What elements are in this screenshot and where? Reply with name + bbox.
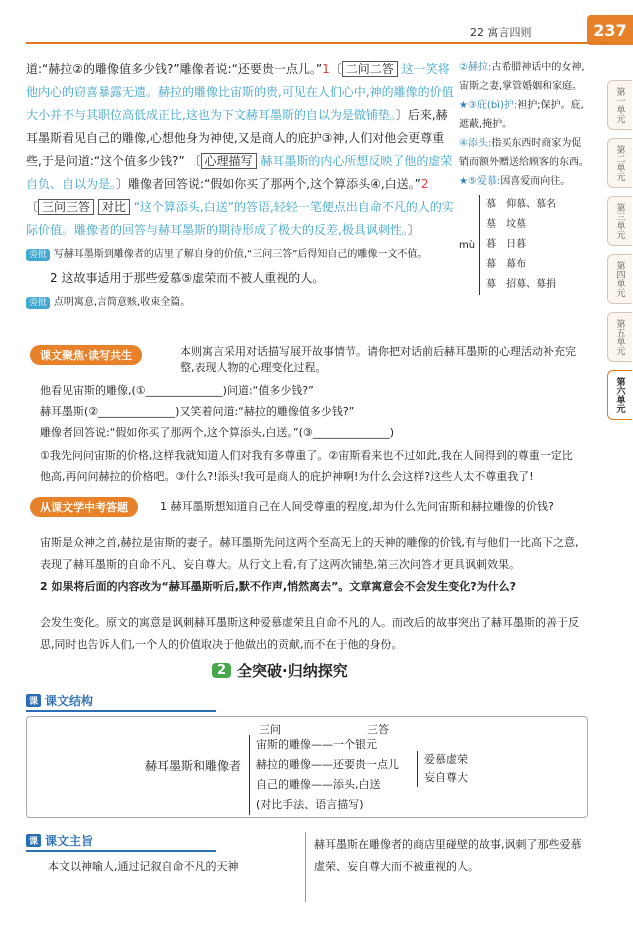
annotation-note: 点明寓意,言简意赅,收束全篇。 <box>53 297 191 308</box>
side-note-badge: 旁批 <box>26 297 50 309</box>
tab-unit-2[interactable]: 第二单元 <box>607 138 632 188</box>
section-title-2 <box>212 660 348 681</box>
main-text: 道:“赫拉②的雕像值多少钱?”雕像者说:“还要贵一点儿。”1〔 二问二答 这一笑将他内心的窃喜暴露无遗。赫拉的雕像比宙斯的贵,可见在人们心中,神的雕像的价值大小并不与其职位高低成正比,这也为下文赫耳墨斯的自以为是做铺垫。〕后来,赫耳墨斯看见自己的雕像,心想他身为神使,又是商人的庇护③神,人们对他会更尊重些,于是问道:“这个值多少钱?” 〔 心理描写 赫耳墨斯的内心所想反映了他的虚荣自负、自以为是。〕雕像者回答说:“假如你买了那两个,这个算添头④,白送。”2〔 三问三答 对比 “这个算添头,白送”的答语,轻轻一笔便点出自命不凡的人的实际价值。雕像者的回答与赫耳墨斯的期待形成了极大的反差,极具讽刺性。〕 旁批 写赫耳墨斯到雕像者的店里了解自身的价值,“三问三答”后得知自己的雕像一文不值。 2 这故事适用于那些爱慕⑤虚荣而不被人重视的人。 旁批 点明寓意,言简意赅,收束全篇。 <box>26 62 454 308</box>
structure-row: 自己的雕像——添头,白送 <box>256 778 381 791</box>
fill-line: 他看见宙斯的雕像,(①______________)问道:“值多少钱?” <box>40 384 314 397</box>
fill-line: 雕像者回答说:“假如你买了那两个,这个算添头,白送。”(③______________) <box>40 426 395 439</box>
text-line: 2 这故事适用于那些爱慕⑤虚荣而不被人重视的人。 <box>50 271 325 285</box>
fill-line: 赫耳墨斯(②______________)又笑着问道:“赫拉的雕像值多少钱?” <box>40 405 355 418</box>
section-2-bar <box>30 496 138 518</box>
mu-word-group: mù 慕 仰慕、慕名 墓 坟墓 暮 日暮 幕 幕布 募 招募、募捐 <box>459 195 589 295</box>
structure-top: 三答 <box>367 723 389 736</box>
section-1-question: 本则寓言采用对话描写展开故事情节。请你把对话前后赫耳墨斯的心理活动补充完整,表现人物的心理变化过程。 <box>180 345 576 374</box>
marker: 1 <box>322 62 330 76</box>
page-header-label: 22 寓言四则 <box>470 26 532 39</box>
unit-tabs <box>607 80 633 428</box>
book-icon: 课 <box>26 834 41 847</box>
section-number: 2 <box>212 663 231 678</box>
side-note-badge: 旁批 <box>26 249 50 261</box>
book-icon: 课 <box>26 694 41 707</box>
annotation-note: “这个算添头,白送”的答语,轻轻一笔便点出自命不凡的人的实际价值。雕像者的回答与赫耳墨斯的期待形成了极大的反差,极具讽刺性。 <box>26 200 454 237</box>
section-1-pill: 课文聚焦·读写共生 <box>30 345 142 365</box>
tab-unit-3[interactable]: 第三单元 <box>607 196 632 246</box>
answer-text: 宙斯是众神之首,赫拉是宙斯的妻子。赫耳墨斯先问这两个至高无上的天神的雕像的价钱,有与他们一比高下之意,表现了赫耳墨斯的自命不凡、妄自尊大。从行文上看,有了这两次铺垫,第三次问答才更具讽刺效果。 <box>40 536 579 571</box>
structure-right: 妄自尊大 <box>424 771 468 784</box>
structure-heading: 课 课文结构 <box>26 692 216 712</box>
mu-word: 幕 幕布 <box>486 259 527 270</box>
annotation-box: 心理描写 <box>201 153 257 169</box>
annotation-note: 写赫耳墨斯到雕像者的店里了解自身的价值,“三问三答”后得知自己的雕像一文不值。 <box>53 249 428 260</box>
structure-row: (对比手法、语言描写) <box>256 798 364 811</box>
header-divider <box>26 42 606 44</box>
text-line: 道:“赫拉②的雕像值多少钱?”雕像者说:“还要贵一点儿。” <box>26 62 323 76</box>
side-note: ★③庇(bì)护:袒护;保护。庇,遮蔽,掩护。 <box>459 100 584 130</box>
side-note: ②赫拉:古希腊神话中的女神,宙斯之妻,掌管婚姻和家庭。 <box>459 62 585 92</box>
structure-left: 赫耳墨斯和雕像者 <box>145 759 242 773</box>
answer-text: 会发生变化。原文的寓意是讽刺赫耳墨斯这种爱慕虚荣且自命不凡的人。而改后的故事突出了赫耳墨斯的善于反思,同时也告诉人们,一个人的价值取决于他做出的贡献,而不在于他的身份。 <box>40 616 579 651</box>
side-note: ④添头:指买东西时商家为促销而额外赠送给顾客的东西。 <box>459 138 589 168</box>
text-line: 后来,赫耳墨斯看见自己的雕像,心想他身为神使,又是商人的庇护③神,人们对他会更尊重些,于是问道:“这个值多少钱?” <box>26 108 448 168</box>
theme-text-left: 本文以神喻人,通过记叙自命不凡的天神 <box>48 860 239 873</box>
tab-unit-5[interactable]: 第五单元 <box>607 312 632 362</box>
theme-text-right: 赫耳墨斯在雕像者的商店里碰壁的故事,讽刺了那些爱慕虚荣、妄自尊大而不被重视的人。 <box>314 838 582 873</box>
mu-word: 募 招募、募捐 <box>486 279 557 290</box>
mu-word: 慕 仰慕、慕名 <box>486 199 557 210</box>
answer-text: ①我先问问宙斯的价格,这样我就知道人们对我有多尊重了。②宙斯看来也不过如此,我在人间得到的尊重一定比他高,再问问赫拉的价格吧。③什么?!添头!我可是商人的庇护神啊!为什么会这样?这些人太不尊重我了! <box>40 449 573 483</box>
structure-right: 爱慕虚荣 <box>424 753 468 766</box>
structure-top: 三问 <box>259 723 281 736</box>
side-note: ★⑤爱慕:因喜爱而向往。 <box>459 176 571 187</box>
structure-diagram <box>26 716 588 818</box>
marker: 2 <box>420 177 429 191</box>
annotation-note: 这一笑将他内心的窃喜暴露无遗。赫拉的雕像比宙斯的贵,可见在人们心中,神的雕像的价值大小并不与其职位高低成正比,这也为下文赫耳墨斯的自以为是做铺垫。 <box>26 62 454 122</box>
structure-row: 赫拉的雕像——还要贵一点儿 <box>256 758 399 771</box>
section-title-text: 全突破·归纳探究 <box>237 662 348 680</box>
question: 2 如果将后面的内容改为“赫耳墨斯听后,默不作声,悄然离去”。文章寓意会不会发生变化?为什么? <box>40 580 517 593</box>
divider <box>305 832 306 902</box>
annotation-note: 赫耳墨斯的内心所想反映了他的虚荣自负、自以为是。 <box>26 154 453 191</box>
tab-unit-1[interactable]: 第一单元 <box>607 80 632 130</box>
annotation-box: 三问三答 <box>38 199 94 215</box>
side-notes <box>459 58 589 295</box>
text-line: 雕像者回答说:“假如你买了那两个,这个算添头④,白送。” <box>128 177 421 191</box>
page-number: 237 <box>587 15 633 45</box>
section-2-pill: 从课文学中考答题 <box>30 497 138 517</box>
annotation-box: 二问二答 <box>342 61 398 77</box>
tab-unit-4[interactable]: 第四单元 <box>607 254 632 304</box>
structure-row: 宙斯的雕像——一个银元 <box>256 738 377 751</box>
tab-unit-6[interactable]: 第六单元 <box>607 370 632 420</box>
section-1-fill <box>40 380 580 487</box>
question: 1 赫耳墨斯想知道自己在人间受尊重的程度,却为什么先问宙斯和赫拉雕像的价钱? <box>160 500 554 513</box>
annotation-box: 对比 <box>98 199 130 215</box>
mu-word: 暮 日暮 <box>486 239 527 250</box>
theme-heading: 课 课文主旨 <box>26 832 216 852</box>
mu-word: 墓 坟墓 <box>486 219 527 230</box>
